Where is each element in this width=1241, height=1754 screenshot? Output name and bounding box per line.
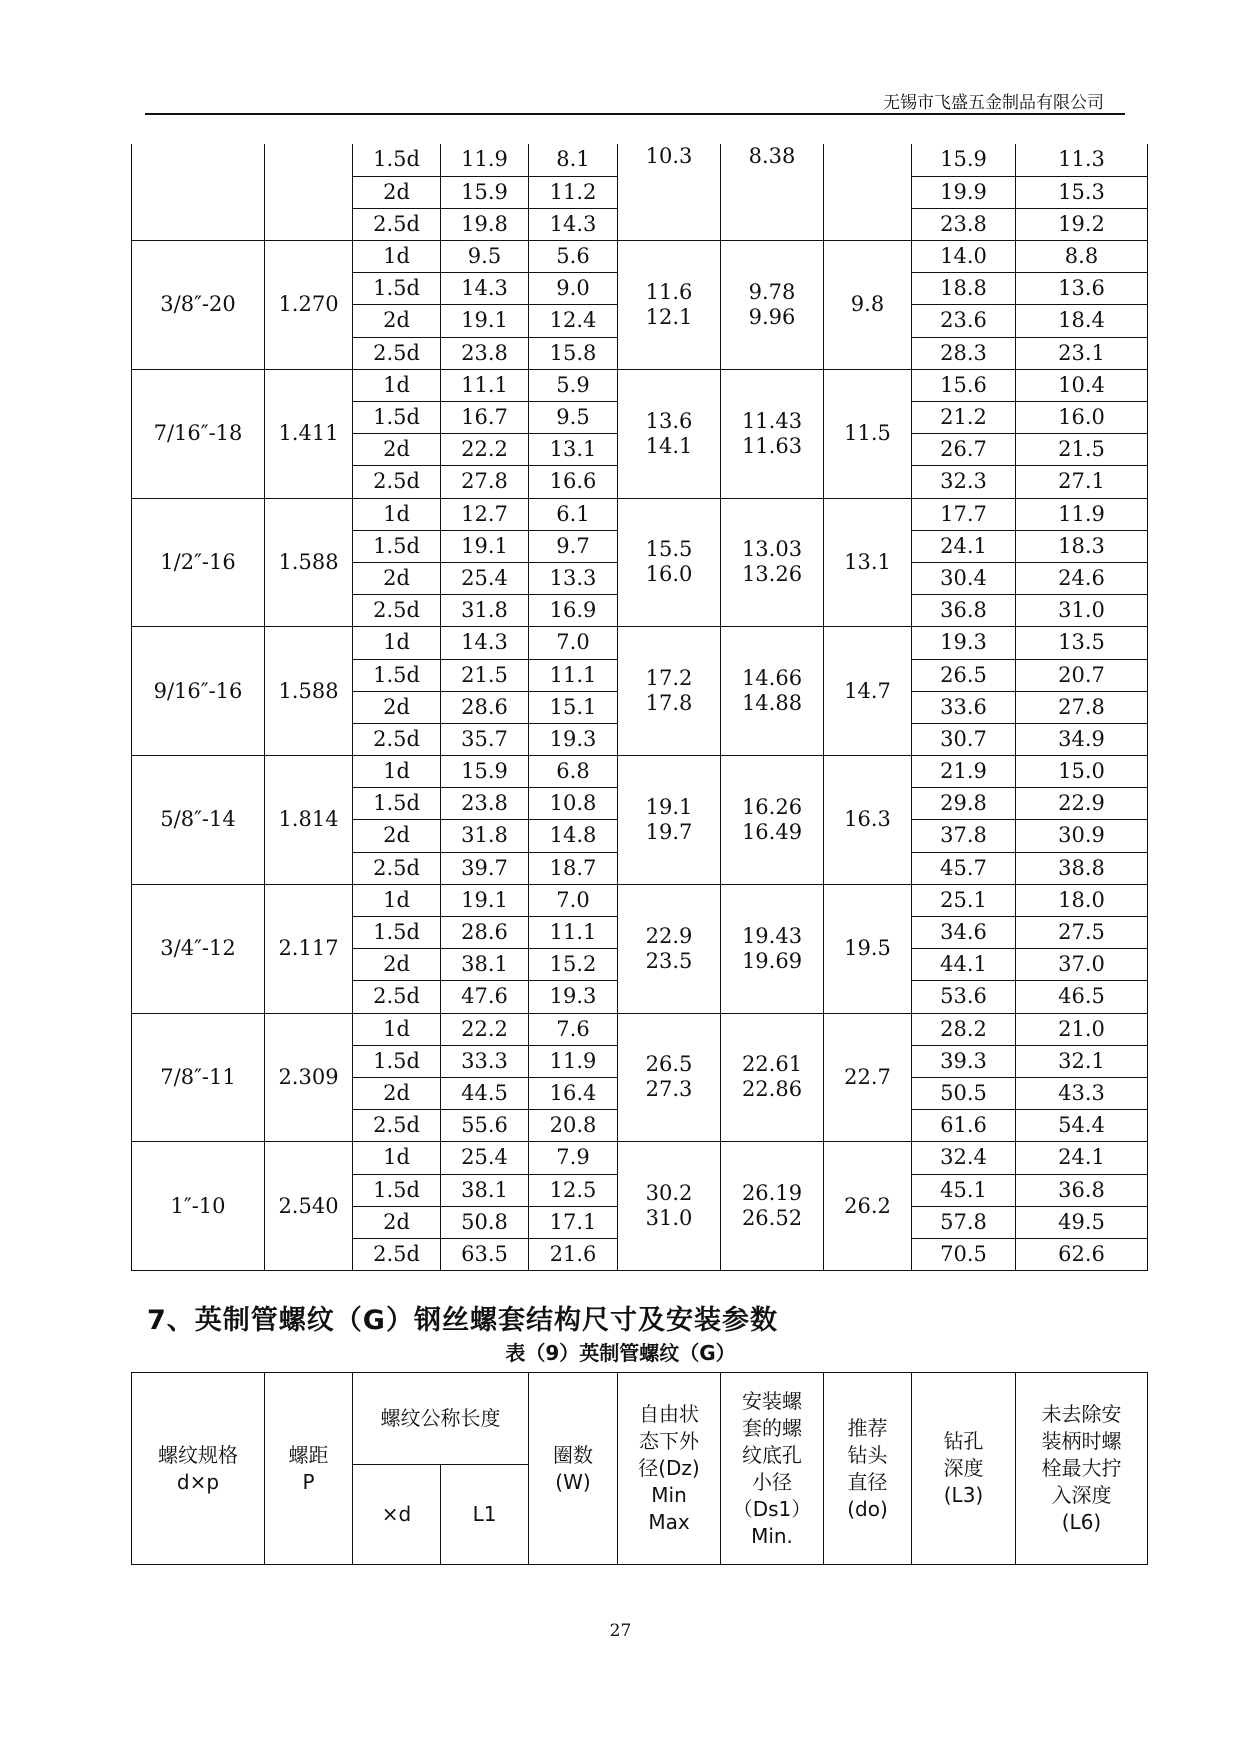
l6-cell: 21.0 [1016, 1013, 1148, 1045]
l6-cell: 49.5 [1016, 1206, 1148, 1238]
dz-cell: 22.9 23.5 [618, 884, 721, 1013]
header-company-name: 无锡市飞盛五金制品有限公司 [883, 93, 1104, 113]
ds1-cell: 14.66 14.88 [721, 627, 824, 756]
turns-cell: 7.0 [529, 627, 618, 659]
length-factor-cell: 1d [353, 1013, 441, 1045]
turns-cell: 21.6 [529, 1238, 618, 1270]
l1-cell: 38.1 [441, 1174, 529, 1206]
pitch-cell [265, 144, 353, 241]
ds1-cell: 9.78 9.96 [721, 241, 824, 370]
l1-cell: 31.8 [441, 595, 529, 627]
l3-cell: 30.7 [912, 723, 1016, 755]
l6-cell: 15.0 [1016, 756, 1148, 788]
length-factor-cell: 1d [353, 241, 441, 273]
turns-cell: 14.8 [529, 820, 618, 852]
length-factor-cell: 2.5d [353, 1110, 441, 1142]
table-row [132, 884, 1148, 916]
section-title: 7、英制管螺纹（G）钢丝螺套结构尺寸及安装参数 [147, 1305, 778, 1336]
l3-cell: 28.2 [912, 1013, 1016, 1045]
spec-cell: 7/8″-11 [132, 1013, 265, 1142]
l6-cell: 18.4 [1016, 305, 1148, 337]
l1-cell: 12.7 [441, 498, 529, 530]
l3-cell: 14.0 [912, 241, 1016, 273]
l1-cell: 15.9 [441, 756, 529, 788]
turns-cell: 19.3 [529, 723, 618, 755]
turns-cell: 18.7 [529, 852, 618, 884]
l1-cell: 11.9 [441, 144, 529, 176]
l1-cell: 23.8 [441, 337, 529, 369]
turns-cell: 10.8 [529, 788, 618, 820]
l6-cell: 11.3 [1016, 144, 1148, 176]
l1-cell: 35.7 [441, 723, 529, 755]
l6-cell: 16.0 [1016, 402, 1148, 434]
turns-cell: 7.0 [529, 884, 618, 916]
l1-cell: 31.8 [441, 820, 529, 852]
turns-cell: 19.3 [529, 981, 618, 1013]
l3-cell: 32.3 [912, 466, 1016, 498]
length-factor-cell: 1d [353, 884, 441, 916]
spec-cell: 7/16″-18 [132, 369, 265, 498]
l1-cell: 23.8 [441, 788, 529, 820]
dz-cell: 19.1 19.7 [618, 756, 721, 885]
l1-cell: 28.6 [441, 691, 529, 723]
l1-cell: 38.1 [441, 949, 529, 981]
length-factor-cell: 1d [353, 369, 441, 401]
l3-cell: 50.5 [912, 1077, 1016, 1109]
dz-cell: 15.5 16.0 [618, 498, 721, 627]
length-factor-cell: 2d [353, 1077, 441, 1109]
g-thread-header-table [131, 1372, 1148, 1565]
l3-cell: 44.1 [912, 949, 1016, 981]
spec-cell: 3/4″-12 [132, 884, 265, 1013]
ds1-cell: 22.61 22.86 [721, 1013, 824, 1142]
l6-cell: 13.5 [1016, 627, 1148, 659]
table-row [132, 1142, 1148, 1174]
table-row [132, 1013, 1148, 1045]
turns-cell: 14.3 [529, 208, 618, 240]
l6-cell: 38.8 [1016, 852, 1148, 884]
l6-cell: 54.4 [1016, 1110, 1148, 1142]
l1-cell: 39.7 [441, 852, 529, 884]
l6-cell: 24.1 [1016, 1142, 1148, 1174]
l6-cell: 10.4 [1016, 369, 1148, 401]
header-l1: L1 [441, 1465, 529, 1565]
ds1-cell: 16.26 16.49 [721, 756, 824, 885]
l1-cell: 14.3 [441, 627, 529, 659]
drill-cell: 11.5 [824, 369, 912, 498]
turns-cell: 11.2 [529, 176, 618, 208]
length-factor-cell: 2d [353, 820, 441, 852]
header-dz: 自由状 态下外 径(Dz) Min Max [618, 1373, 721, 1565]
pitch-cell: 1.814 [265, 756, 353, 885]
l1-cell: 16.7 [441, 402, 529, 434]
turns-cell: 13.1 [529, 434, 618, 466]
l6-cell: 27.8 [1016, 691, 1148, 723]
l6-cell: 43.3 [1016, 1077, 1148, 1109]
turns-cell: 12.4 [529, 305, 618, 337]
l3-cell: 36.8 [912, 595, 1016, 627]
pitch-cell: 1.588 [265, 498, 353, 627]
l1-cell: 33.3 [441, 1045, 529, 1077]
turns-cell: 17.1 [529, 1206, 618, 1238]
spec-cell: 1/2″-16 [132, 498, 265, 627]
turns-cell: 5.9 [529, 369, 618, 401]
length-factor-cell: 2.5d [353, 852, 441, 884]
l6-cell: 62.6 [1016, 1238, 1148, 1270]
l6-cell: 34.9 [1016, 723, 1148, 755]
length-factor-cell: 1.5d [353, 273, 441, 305]
turns-cell: 9.5 [529, 402, 618, 434]
ds1-cell: 13.03 13.26 [721, 498, 824, 627]
drill-cell: 19.5 [824, 884, 912, 1013]
l1-cell: 44.5 [441, 1077, 529, 1109]
l3-cell: 23.6 [912, 305, 1016, 337]
length-factor-cell: 1.5d [353, 788, 441, 820]
page-number: 27 [609, 1621, 632, 1641]
length-factor-cell: 2.5d [353, 723, 441, 755]
l6-cell: 19.2 [1016, 208, 1148, 240]
table-row [132, 144, 1148, 176]
length-factor-cell: 1.5d [353, 1045, 441, 1077]
drill-cell: 16.3 [824, 756, 912, 885]
l3-cell: 25.1 [912, 884, 1016, 916]
dz-cell: 11.6 12.1 [618, 241, 721, 370]
turns-cell: 16.4 [529, 1077, 618, 1109]
length-factor-cell: 2.5d [353, 337, 441, 369]
turns-cell: 9.7 [529, 530, 618, 562]
l3-cell: 19.9 [912, 176, 1016, 208]
l1-cell: 19.1 [441, 305, 529, 337]
dz-cell: 13.6 14.1 [618, 369, 721, 498]
l6-cell: 32.1 [1016, 1045, 1148, 1077]
length-factor-cell: 2.5d [353, 981, 441, 1013]
l1-cell: 14.3 [441, 273, 529, 305]
l1-cell: 9.5 [441, 241, 529, 273]
thread-parameter-table [131, 144, 1148, 1271]
turns-cell: 6.8 [529, 756, 618, 788]
turns-cell: 13.3 [529, 562, 618, 594]
table-row [132, 627, 1148, 659]
l6-cell: 24.6 [1016, 562, 1148, 594]
header-ds1: 安装螺 套的螺 纹底孔 小径 （Ds1） Min. [721, 1373, 824, 1565]
turns-cell: 16.6 [529, 466, 618, 498]
ds1-cell: 8.38 [721, 144, 824, 241]
dz-cell: 26.5 27.3 [618, 1013, 721, 1142]
l6-cell: 20.7 [1016, 659, 1148, 691]
l3-cell: 18.8 [912, 273, 1016, 305]
header-drill-depth: 钻孔 深度 (L3) [912, 1373, 1016, 1565]
l3-cell: 30.4 [912, 562, 1016, 594]
spec-cell: 5/8″-14 [132, 756, 265, 885]
turns-cell: 11.1 [529, 917, 618, 949]
l6-cell: 21.5 [1016, 434, 1148, 466]
dz-cell: 10.3 [618, 144, 721, 241]
turns-cell: 8.1 [529, 144, 618, 176]
length-factor-cell: 1.5d [353, 1174, 441, 1206]
length-factor-cell: 1.5d [353, 917, 441, 949]
turns-cell: 20.8 [529, 1110, 618, 1142]
l3-cell: 29.8 [912, 788, 1016, 820]
length-factor-cell: 1.5d [353, 659, 441, 691]
drill-cell [824, 144, 912, 241]
l6-cell: 13.6 [1016, 273, 1148, 305]
turns-cell: 7.9 [529, 1142, 618, 1174]
spec-cell: 9/16″-16 [132, 627, 265, 756]
length-factor-cell: 2d [353, 1206, 441, 1238]
length-factor-cell: 2.5d [353, 208, 441, 240]
length-factor-cell: 2d [353, 176, 441, 208]
l3-cell: 70.5 [912, 1238, 1016, 1270]
l6-cell: 18.3 [1016, 530, 1148, 562]
l3-cell: 37.8 [912, 820, 1016, 852]
turns-cell: 6.1 [529, 498, 618, 530]
pitch-cell: 1.411 [265, 369, 353, 498]
l1-cell: 15.9 [441, 176, 529, 208]
turns-cell: 15.8 [529, 337, 618, 369]
l6-cell: 8.8 [1016, 241, 1148, 273]
turns-cell: 9.0 [529, 273, 618, 305]
header-drill-diameter: 推荐 钻头 直径 (do) [824, 1373, 912, 1565]
l1-cell: 27.8 [441, 466, 529, 498]
l1-cell: 19.8 [441, 208, 529, 240]
length-factor-cell: 1d [353, 627, 441, 659]
drill-cell: 22.7 [824, 1013, 912, 1142]
l6-cell: 18.0 [1016, 884, 1148, 916]
drill-cell: 14.7 [824, 627, 912, 756]
l1-cell: 19.1 [441, 530, 529, 562]
l1-cell: 55.6 [441, 1110, 529, 1142]
header-pitch: 螺距 P [265, 1373, 353, 1565]
header-times-d: ×d [353, 1465, 441, 1565]
pitch-cell: 2.309 [265, 1013, 353, 1142]
header-turns: 圈数 (W) [529, 1373, 618, 1565]
l1-cell: 22.2 [441, 1013, 529, 1045]
l3-cell: 34.6 [912, 917, 1016, 949]
length-factor-cell: 2.5d [353, 466, 441, 498]
l3-cell: 19.3 [912, 627, 1016, 659]
l3-cell: 45.7 [912, 852, 1016, 884]
turns-cell: 12.5 [529, 1174, 618, 1206]
ds1-cell: 11.43 11.63 [721, 369, 824, 498]
l6-cell: 23.1 [1016, 337, 1148, 369]
l3-cell: 45.1 [912, 1174, 1016, 1206]
l3-cell: 32.4 [912, 1142, 1016, 1174]
turns-cell: 15.2 [529, 949, 618, 981]
table-caption: 表（9）英制管螺纹（G） [505, 1341, 736, 1365]
l6-cell: 15.3 [1016, 176, 1148, 208]
length-factor-cell: 1d [353, 756, 441, 788]
pitch-cell: 2.540 [265, 1142, 353, 1271]
l3-cell: 57.8 [912, 1206, 1016, 1238]
drill-cell: 26.2 [824, 1142, 912, 1271]
l3-cell: 23.8 [912, 208, 1016, 240]
header-nominal-length: 螺纹公称长度 [353, 1373, 529, 1465]
pitch-cell: 1.588 [265, 627, 353, 756]
dz-cell: 30.2 31.0 [618, 1142, 721, 1271]
l6-cell: 27.5 [1016, 917, 1148, 949]
length-factor-cell: 2d [353, 562, 441, 594]
length-factor-cell: 2d [353, 949, 441, 981]
l6-cell: 46.5 [1016, 981, 1148, 1013]
l6-cell: 30.9 [1016, 820, 1148, 852]
length-factor-cell: 1.5d [353, 530, 441, 562]
turns-cell: 11.9 [529, 1045, 618, 1077]
header-max-engagement: 未去除安 装柄时螺 栓最大拧 入深度 (L6) [1016, 1373, 1148, 1565]
length-factor-cell: 1.5d [353, 402, 441, 434]
ds1-cell: 19.43 19.69 [721, 884, 824, 1013]
l1-cell: 28.6 [441, 917, 529, 949]
spec-cell: 1″-10 [132, 1142, 265, 1271]
l1-cell: 22.2 [441, 434, 529, 466]
l3-cell: 15.9 [912, 144, 1016, 176]
pitch-cell: 1.270 [265, 241, 353, 370]
length-factor-cell: 1d [353, 1142, 441, 1174]
l3-cell: 21.9 [912, 756, 1016, 788]
l3-cell: 15.6 [912, 369, 1016, 401]
turns-cell: 15.1 [529, 691, 618, 723]
table-row [132, 241, 1148, 273]
l3-cell: 33.6 [912, 691, 1016, 723]
turns-cell: 5.6 [529, 241, 618, 273]
length-factor-cell: 2d [353, 434, 441, 466]
length-factor-cell: 2d [353, 691, 441, 723]
l1-cell: 47.6 [441, 981, 529, 1013]
length-factor-cell: 2.5d [353, 595, 441, 627]
length-factor-cell: 2.5d [353, 1238, 441, 1270]
l1-cell: 25.4 [441, 562, 529, 594]
turns-cell: 7.6 [529, 1013, 618, 1045]
length-factor-cell: 1d [353, 498, 441, 530]
drill-cell: 9.8 [824, 241, 912, 370]
l1-cell: 50.8 [441, 1206, 529, 1238]
l6-cell: 22.9 [1016, 788, 1148, 820]
header-spec: 螺纹规格 d×p [132, 1373, 265, 1565]
dz-cell: 17.2 17.8 [618, 627, 721, 756]
l3-cell: 53.6 [912, 981, 1016, 1013]
l1-cell: 25.4 [441, 1142, 529, 1174]
l3-cell: 39.3 [912, 1045, 1016, 1077]
l3-cell: 21.2 [912, 402, 1016, 434]
l3-cell: 28.3 [912, 337, 1016, 369]
ds1-cell: 26.19 26.52 [721, 1142, 824, 1271]
l6-cell: 11.9 [1016, 498, 1148, 530]
l6-cell: 27.1 [1016, 466, 1148, 498]
l6-cell: 36.8 [1016, 1174, 1148, 1206]
l1-cell: 11.1 [441, 369, 529, 401]
l3-cell: 26.7 [912, 434, 1016, 466]
pitch-cell: 2.117 [265, 884, 353, 1013]
table-row [132, 498, 1148, 530]
drill-cell: 13.1 [824, 498, 912, 627]
l6-cell: 37.0 [1016, 949, 1148, 981]
l3-cell: 24.1 [912, 530, 1016, 562]
l6-cell: 31.0 [1016, 595, 1148, 627]
length-factor-cell: 2d [353, 305, 441, 337]
l1-cell: 19.1 [441, 884, 529, 916]
spec-cell [132, 144, 265, 241]
spec-cell: 3/8″-20 [132, 241, 265, 370]
l3-cell: 17.7 [912, 498, 1016, 530]
l3-cell: 61.6 [912, 1110, 1016, 1142]
length-factor-cell: 1.5d [353, 144, 441, 176]
turns-cell: 11.1 [529, 659, 618, 691]
table-row [132, 756, 1148, 788]
header-rule [145, 113, 1125, 115]
l1-cell: 21.5 [441, 659, 529, 691]
l3-cell: 26.5 [912, 659, 1016, 691]
table-row [132, 369, 1148, 401]
l1-cell: 63.5 [441, 1238, 529, 1270]
turns-cell: 16.9 [529, 595, 618, 627]
